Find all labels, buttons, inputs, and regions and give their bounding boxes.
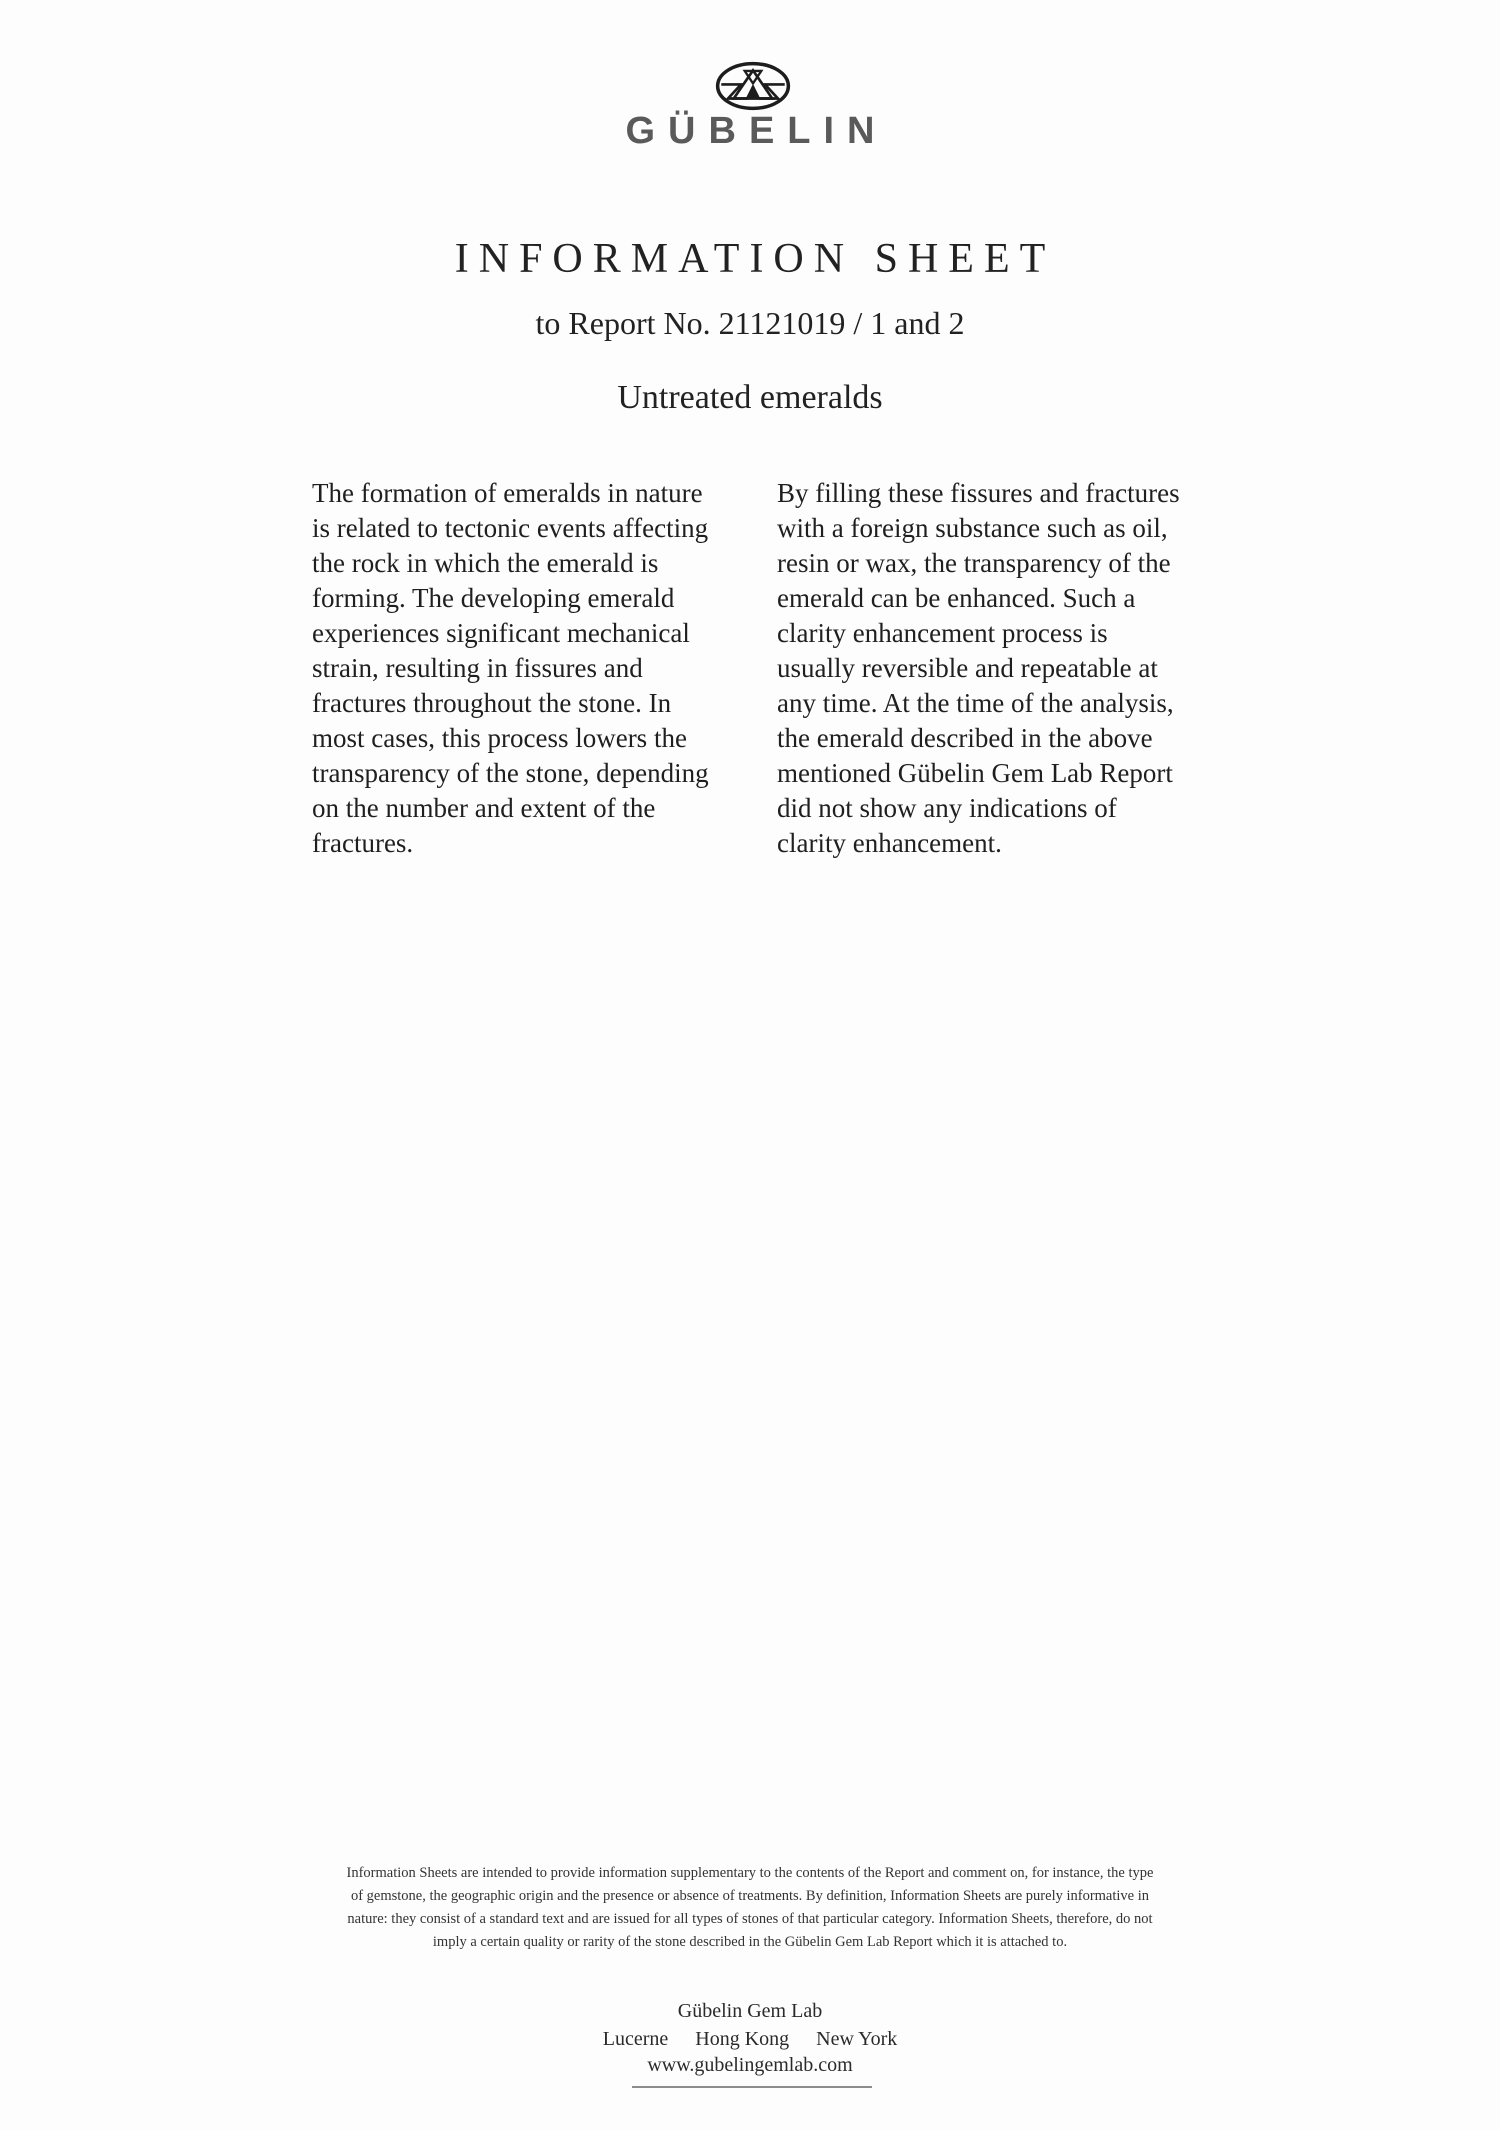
text-line: strain, resulting in fissures and bbox=[312, 653, 643, 683]
text-line: experiences significant mechanical bbox=[312, 618, 690, 648]
text-line: the rock in which the emerald is bbox=[312, 548, 659, 578]
brand-wordmark: GÜBELIN bbox=[625, 110, 888, 152]
text-line: emerald can be enhanced. Such a bbox=[777, 583, 1136, 613]
footer-rule bbox=[632, 2086, 872, 2088]
text-line: forming. The developing emerald bbox=[312, 583, 675, 613]
text-line: any time. At the time of the analysis, bbox=[777, 688, 1174, 718]
location-hong-kong: Hong Kong bbox=[695, 2028, 790, 2050]
text-line: did not show any indications of bbox=[777, 793, 1117, 823]
footnote-line: Information Sheets are intended to provide information supplementary to the contents of the Report and comment on, for instance, the type bbox=[346, 1865, 1154, 1881]
footnote-line: imply a certain quality or rarity of the stone described in the Gübelin Gem Lab Report which it is attached to. bbox=[432, 1934, 1068, 1950]
location-new-york: New York bbox=[816, 2028, 898, 2050]
subject-heading: Untreated emeralds bbox=[617, 379, 883, 416]
text-line: By filling these fissures and fractures bbox=[777, 478, 1180, 508]
report-reference: to Report No. 21121019 / 1 and 2 bbox=[535, 305, 965, 341]
page-title: INFORMATION SHEET bbox=[454, 236, 1056, 282]
text-line: usually reversible and repeatable at bbox=[777, 653, 1158, 683]
text-line: clarity enhancement. bbox=[777, 828, 1002, 858]
text-line: most cases, this process lowers the bbox=[312, 723, 687, 753]
text-line: clarity enhancement process is bbox=[777, 618, 1108, 648]
text-line: fractures. bbox=[312, 828, 414, 858]
gubelin-logo-icon bbox=[714, 61, 792, 111]
text-line: fractures throughout the stone. In bbox=[312, 688, 672, 718]
location-lucerne: Lucerne bbox=[602, 2028, 669, 2050]
left-column bbox=[312, 476, 709, 861]
website-url: www.gubelingemlab.com bbox=[647, 2054, 853, 2076]
text-line: on the number and extent of the bbox=[312, 793, 656, 823]
text-line: with a foreign substance such as oil, bbox=[777, 513, 1168, 543]
right-column bbox=[777, 476, 1180, 861]
text-line: The formation of emeralds in nature bbox=[312, 478, 703, 508]
lab-name: Gübelin Gem Lab bbox=[677, 2000, 823, 2022]
text-line: the emerald described in the above bbox=[777, 723, 1153, 753]
text-line: mentioned Gübelin Gem Lab Report bbox=[777, 758, 1173, 788]
footnote-line: nature: they consist of a standard text and are issued for all types of stones of that particular category. Information Sheets, therefore, do not bbox=[347, 1911, 1153, 1927]
text-line: resin or wax, the transparency of the bbox=[777, 548, 1171, 578]
text-line: is related to tectonic events affecting bbox=[312, 513, 709, 543]
text-line: transparency of the stone, depending bbox=[312, 758, 709, 788]
footnote-line: of gemstone, the geographic origin and the presence or absence of treatments. By definition, Information Sheets are purely informative in bbox=[350, 1888, 1150, 1904]
footnote bbox=[0, 1862, 1500, 1954]
lab-locations bbox=[0, 2026, 1500, 2052]
